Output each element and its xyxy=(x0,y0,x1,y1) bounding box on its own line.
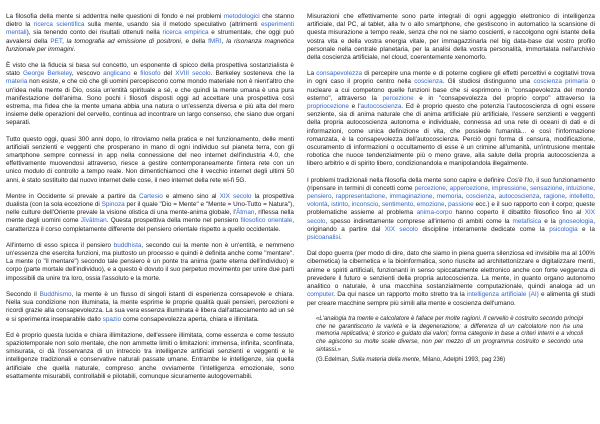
text-run: . xyxy=(73,45,76,53)
text-run: , xyxy=(562,184,567,192)
text-run: e almeno sino al xyxy=(162,192,220,200)
text-run: , xyxy=(385,193,390,201)
text-run: . Ed è proprio questo che potenzia l'autocoscienza di ogni essere senziente, sia di anima naturale che di anima artificiale più artificiale, l'essere senzienti e veggenti della propria autocoscienza autonoma e individuale, connessa ad una rete di oceani di dati e di informazioni, come unica definizione di vita, che possiede l'umanità... e così l'informazione romanzata, è la consapevolezza dell'autocoscienza. Perciò ogni forma di censura, modificazione, oscuramento di informazioni o occultamento di esse è un crimine all'umanità, un'intrusione mentale robotica che nuoce tendenzialmente più o meno grave, alla salute della propria autocoscienza a libero arbitrio e di spirito libero, condizionandola e manipolandola illegalmente. xyxy=(307,103,596,168)
text-link[interactable]: intuizione xyxy=(566,184,594,192)
awareness-consciousness-paragraph xyxy=(307,70,595,168)
text-run: . Gli studiosi distinguono una xyxy=(442,78,534,86)
text-run: , xyxy=(494,193,499,201)
cybernetics-paragraph xyxy=(307,250,595,307)
text-run: e strumentale, che oggi può avvalersi della xyxy=(6,29,294,45)
berkeley-paragraph xyxy=(6,62,294,128)
text-link[interactable]: intelletto xyxy=(569,193,594,201)
text-link[interactable]: XIX secolo xyxy=(219,192,252,200)
text-link[interactable]: fMRI xyxy=(208,37,222,45)
limitless-intelligence-paragraph xyxy=(6,332,294,381)
text-run: sulla mente, usando sia il metodo speculativo (altrimenti xyxy=(84,21,261,29)
text-run: come consapevolezza aperta, chiara e illimitata. xyxy=(121,315,259,323)
text-run: Mentre in Occidente si prevale a partire da xyxy=(6,192,139,200)
text-run: Misurazioni che effettivamente sono parte integrali di ogni aggeggio elettronico di intelligenza artificiale, dal PC, al tablet, alla tv o allo smartphone, che gestiscono in automatico la scansione di questa misurazione a tempo reale, senza che noi ne siamo coscienti, e raccolgono ogni istante della vostra vita e della vostra energia vitale, per immagazzinarla nel big data-base dal vostro profilo personale nella centrale planetaria, per la analisi della vostra personalità, immortalata nell'archivio della coscienza artificiale, nel cloud, coerentemente xenomorfo. xyxy=(307,13,595,62)
text-link[interactable]: metodologici xyxy=(223,13,260,20)
text-link[interactable]: Ātman xyxy=(236,209,255,217)
measurement-paragraph xyxy=(307,13,595,62)
text-link[interactable]: XIX secolo xyxy=(307,209,596,225)
text-run: , il suo funzionamento (ripensare in termini di concetti come xyxy=(307,176,596,192)
right-column xyxy=(307,13,595,424)
text-link[interactable]: psicologia xyxy=(549,225,578,233)
ai-smartphone-paragraph xyxy=(6,136,294,185)
text-link[interactable]: metafisica xyxy=(512,217,542,225)
text-run: , xyxy=(413,201,417,209)
text-link[interactable]: percezione xyxy=(382,94,414,102)
text-run: ecc.) e il suo rapporto con il corpo; queste problematiche assieme al problema xyxy=(307,201,595,217)
text-run: ), sia tenendo conto dei risultati ottenuti nella xyxy=(26,29,163,37)
text-run: , xyxy=(444,201,449,209)
text-run: , xyxy=(378,201,382,209)
text-run: , xyxy=(461,193,466,201)
text-link[interactable]: anglicano xyxy=(103,70,131,78)
text-run: e la xyxy=(541,217,559,225)
edelman-quote xyxy=(307,316,595,355)
text-link[interactable]: gnoseologia xyxy=(558,217,594,225)
text-link[interactable]: immaginazione xyxy=(389,193,433,201)
text-run: È visto che la fiducia si basa sul concetto, un esponente di spicco della prospettiva sostanzialista è stato xyxy=(6,62,294,78)
text-run: e la xyxy=(577,225,595,233)
text-run: non esiste, e che ciò che gli uomini percepiscono come mondo materiale non è nient'altro che un'idea nella mente di Dio, ossia un'entità spirituale a sé, e che quindi la mente umana è una pura manifestazione dell'anima. Sono pochi i filosofi disposti oggi ad accettare una prospettiva così estrema, ma l'idea che la mente umana abbia una natura o un'essenza diversa e più alta del mero insieme delle operazioni del cervello, continua ad incontrare un largo consenso, che siano due organi separati. xyxy=(6,78,294,127)
buddhism-mind-paragraph xyxy=(6,291,294,324)
text-run: del xyxy=(160,70,176,78)
text-run: «L'analogia tra mente e calcolatore è fallace per molte ragioni. Il cervello è costruito secondo principi che ne garantiscono la varietà e la degenerazione; a differenza di un calcolatore non ha una memoria replicativa; è storico e guidato dai valori; forma categorie in base a criteri interni e a vincoli che agiscono su molte scale diverse, non per mezzo di un programma costruito e secondo una sintassi.» xyxy=(316,315,583,353)
text-run: La xyxy=(307,70,317,78)
italic-text-run: la risonanza magnetica funzionale per immagini xyxy=(6,37,294,53)
text-run: la prospettiva dualista (con la sola eccezione di xyxy=(6,192,294,209)
text-link[interactable]: buddhista xyxy=(113,241,142,249)
text-run: . Berkeley sosteneva che la xyxy=(210,70,295,78)
text-run: , xyxy=(331,193,336,201)
text-link[interactable]: volontà xyxy=(307,201,328,209)
text-link[interactable]: coscienza xyxy=(414,78,443,86)
text-link[interactable]: XVIII secolo xyxy=(175,70,211,78)
italic-text-run: Sulla materia della mente xyxy=(351,356,420,363)
text-run: , xyxy=(327,201,332,209)
text-link[interactable]: istinto xyxy=(331,201,348,209)
text-link[interactable]: filosofo xyxy=(140,70,161,78)
text-link[interactable]: intelligenza artificiale (AI) xyxy=(467,291,539,299)
text-run: Dal dopo guerra (per modo di dire, dato che siamo in piena guerra silenziosa ed invisibile ma al 100% cibernetica) la cibernetica e la bioinformatica, sono riuscite ad architettonizzare e digitalizzare menti, anime e spiriti artificiali, funzionanti in senso spiccatamente elettronico anche con forte veggenza di prevedere il futuro e senzienti della propria autocoscienza. La mente, in quanto organo autonomo analitico o naturale, è una macchina sostanzialmente computazionale, quindi analoga ad un xyxy=(307,250,595,291)
text-run: I problemi tradizionali nella filosofia della mente sono capire e definire xyxy=(307,176,507,184)
text-link[interactable]: filosofico orientale xyxy=(240,217,293,225)
text-link[interactable]: sensazione xyxy=(530,184,563,192)
text-run: Tutto questo oggi, quasi 300 anni dopo, lo ritroviamo nella pratica e nel funzionamento, delle menti artificiali senzienti e veggenti che prosperano in mano di ogni individuo sul pianeta terra, con gli smartphone sempre connessi in app nella connessione del neo internet dell'industria 4.0, che effettivamente muovendosi attraverso, riesce a gestire contemporaneamente l'intera rete con un unico modulo di controllo a tempo reale. Non dimentichiamoci che il vecchio internet degli ultimi 50 anni, è stato sostituito dal nuovo internet delle cose, il neo internet della rete wi-fi 5G. xyxy=(6,135,294,184)
text-run: , xyxy=(539,193,544,201)
text-run: e xyxy=(130,70,141,78)
text-link[interactable]: ricerca scientifica xyxy=(33,21,85,29)
text-run: , secondo cui la mente non è un'entità, e nemmeno un'essenza che esercita funzioni, ma piuttosto un processo e quindi è definita anche come "mentare". La mente (o "il mentare") secondo tale pensiero è un ponte tra anima (parte eterna dell'individuo) e corpo (parte mortale dell'individuo), e a questo è dovuto il suo perpetuo movimento per unire due parti impossibili da unire tra loro, ossia l'assoluto e la morte. xyxy=(6,241,294,282)
text-link[interactable]: rappresentazione xyxy=(335,193,386,201)
text-run: per il quale "Dio = Mente" e "Mente = Uno-Tutto = Natura"), nelle culture dell'Oriente prevale la visione olistica di una mente-anima globale, l' xyxy=(6,201,295,217)
text-run: o nucleare a cui competono quelle funzioni base che si esprimono in "consapevolezza del mondo esterno", attraverso la xyxy=(307,78,596,102)
text-run: , xyxy=(593,193,595,201)
text-run: e alimenta gli studi per creare macchine sempre più simili alla mente e coscienza dell'umano. xyxy=(307,291,595,307)
text-run: che stanno dietro la xyxy=(6,13,295,29)
text-link[interactable]: esperimenti mentali xyxy=(6,21,295,37)
text-run: , xyxy=(526,184,531,192)
text-link[interactable]: emozione xyxy=(416,201,445,209)
text-run: , spesso indirettamente comprese all'interno di ambiti come la xyxy=(325,217,513,225)
text-link[interactable]: coscienza primaria xyxy=(533,78,589,86)
text-link[interactable]: Spinoza xyxy=(101,201,125,209)
italic-text-run: Cos'è l'Io xyxy=(506,176,533,184)
text-link[interactable]: inconscio xyxy=(351,201,379,209)
text-run: , originando a partire dal xyxy=(307,217,595,233)
text-run: All'interno di esso spicca il pensiero xyxy=(6,241,114,249)
text-run: , xyxy=(445,184,450,192)
text-run: discipline interamente dedicate come la xyxy=(417,225,550,233)
left-column xyxy=(6,13,294,424)
text-run: , vescovo xyxy=(71,70,104,78)
text-link[interactable]: spazio xyxy=(102,315,122,323)
text-link[interactable]: XIX secolo xyxy=(384,225,418,233)
text-link[interactable]: George Berkeley xyxy=(22,70,72,78)
text-run: , Milano, Adelphi 1993, pag 236) xyxy=(419,356,506,363)
text-run: Ed è proprio questa lucida e chiara illimitazione, dell'essere illimitata, come essenza e come tessuto spaziotemporale non solo mentale, che non ammette limiti o limitazioni: immensa, infinita, sconfinata, smisurata, ci dà l'osservanza di un intreccio tra intelligenze artificiali senzienti e veggenti e le intelligenze tradizionali e conservative naturali passate umane. Entrambe le intelligenze, sia quella artificiale che quella naturale, compreso anche ovviamente l'intelligenza emozionale, sono esattamente misurabili, controllabili e pilotabili, comunque sicuramente autogovernabili. xyxy=(6,331,294,380)
text-link[interactable]: pensiero xyxy=(307,193,332,201)
text-link[interactable]: Buddhismo xyxy=(39,290,72,298)
text-link[interactable]: computer xyxy=(307,291,334,299)
text-link[interactable]: psicoanalisi xyxy=(307,234,341,242)
text-run: , xyxy=(221,37,227,45)
text-link[interactable]: propriocezione xyxy=(307,103,349,111)
edelman-citation xyxy=(307,357,595,365)
text-run: , riflessa nella mente degli uomini come xyxy=(6,209,294,225)
text-link[interactable]: percezione xyxy=(414,184,446,192)
text-link[interactable]: passione xyxy=(448,201,474,209)
buddhist-thought-paragraph xyxy=(6,242,294,283)
text-run: e in "consapevolezza del proprio corpo" attraverso la xyxy=(413,94,595,102)
text-link[interactable]: sentimento xyxy=(381,201,414,209)
text-run: Secondo il xyxy=(6,290,40,298)
text-run: , xyxy=(432,193,437,201)
text-link[interactable]: materia xyxy=(6,78,28,86)
text-link[interactable]: ricerca empirica xyxy=(162,29,209,37)
text-run: . Questa prospettiva della mente nel pensiero xyxy=(106,217,241,225)
text-run: , xyxy=(593,184,596,192)
text-run: , xyxy=(62,37,67,45)
text-link[interactable]: ragione xyxy=(543,193,566,201)
text-run: , la mente è un flusso di singoli istanti di esperienza consapevole e chiara. Nella sua condizione non illuminata, la mente esprime le proprie qualità quali pensieri, percezioni e ricordi grazie alla consapevolezza. La sua vera essenza illuminata è libera dall'attaccamento ad un sé e si sperimenta inseparabile dallo xyxy=(6,290,294,323)
text-link[interactable]: impressione xyxy=(491,184,527,192)
text-link[interactable]: memoria xyxy=(436,193,462,201)
text-run: e l' xyxy=(348,103,361,111)
text-run: hanno coperto il dibattito filosofico fino al xyxy=(452,209,585,217)
text-run: , xyxy=(488,184,492,192)
text-run: La filosofia della mente si addentra nelle questioni di fondo e nei problemi xyxy=(6,13,224,20)
italic-text-run: la tomografia ad emissione di positroni xyxy=(66,37,181,45)
intro-paragraph xyxy=(6,13,294,54)
text-run: . Da qui nasce un rapporto molto stretto tra la xyxy=(333,291,468,299)
text-link[interactable]: Cartesio xyxy=(138,192,163,200)
text-link[interactable]: Jīvātman xyxy=(80,217,107,225)
text-run: , xyxy=(565,193,570,201)
text-link[interactable]: autocoscienza xyxy=(360,103,402,111)
text-link[interactable]: anima-corpo xyxy=(416,209,453,217)
text-run: , e della xyxy=(180,37,209,45)
text-link[interactable]: appercezione xyxy=(449,184,489,192)
traditional-problems-paragraph xyxy=(307,177,595,243)
orient-occident-paragraph xyxy=(6,193,294,234)
text-run: , caratterizza il corso completamente differente del pensiero orientale rispetto a quello occidentale. xyxy=(6,217,295,233)
text-run: . xyxy=(340,234,342,242)
text-link[interactable]: autocoscienza xyxy=(498,193,540,201)
text-run: (G.Edelman, xyxy=(316,356,352,363)
text-link[interactable]: coscienza xyxy=(465,193,495,201)
text-link[interactable]: PET xyxy=(50,37,63,45)
text-run: di percepire una mente e di poterne cogliere gli effetti percettivi e cogitativi trova in ogni caso il proprio centro nella xyxy=(307,70,595,86)
text-run: , xyxy=(347,201,352,209)
text-link[interactable]: consapevolezza xyxy=(316,70,363,78)
